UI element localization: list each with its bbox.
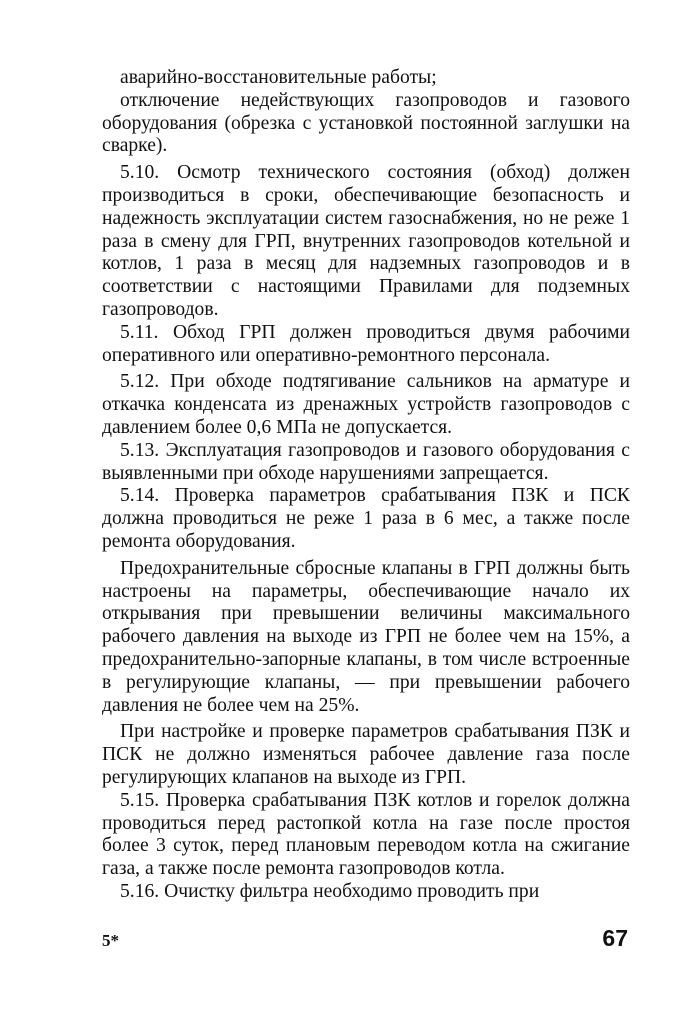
paragraph-5-15: 5.15. Проверка срабатывания ПЗК котлов и горелок должна проводиться перед растопкой котла на газе после простоя более 3 суток, перед плановым переводом котла на сжигание газа, а также после ремонта газопроводов котла. — [102, 789, 630, 880]
printer-signature-mark: 5* — [102, 931, 119, 950]
paragraph-disconnection: отключение недействующих газопроводов и газового оборудования (обрезка с установкой постоянной заглушки на сварке). — [102, 89, 630, 157]
paragraph-relief-valves: Предохранительные сбросные клапаны в ГРП должны быть настроены на параметры, обеспечивающие начало их открывания при превышении величины максимального рабочего давления на выходе из ГРП не более чем на 15%, а предохранительно-запорные клапаны, в том числе встроенные в регулирующие клапаны, — при превышении рабочего давления не более чем на 25%. — [102, 557, 630, 716]
paragraph-5-12: 5.12. При обходе подтягивание сальников на арматуре и откачка конденсата из дренажных устройств газопроводов с давлением более 0,6 МПа не допускается. — [102, 371, 630, 438]
paragraph-adjustment: При настройке и проверке параметров срабатывания ПЗК и ПСК не должно изменяться рабочее давление газа после регулирующих клапанов на выходе из ГРП. — [102, 721, 630, 788]
paragraph-5-14: 5.14. Проверка параметров срабатывания ПЗК и ПСК должна проводиться не реже 1 раза в 6 мес, а также после ремонта оборудования. — [102, 485, 630, 552]
paragraph-5-13: 5.13. Эксплуатация газопроводов и газового оборудования с выявленными при обходе нарушениями запрещается. — [102, 439, 630, 484]
paragraph-5-10: 5.10. Осмотр технического состояния (обход) должен производиться в сроки, обеспечивающие безопасность и надежность эксплуатации систем газоснабжения, но не реже 1 раза в смену для ГРП, внутренних газопроводов котельной и котлов, 1 раза в месяц для надземных газопроводов и в соответствии с настоящими Правилами для подземных газопроводов. — [102, 162, 630, 320]
paragraph-5-11: 5.11. Обход ГРП должен проводиться двумя рабочими оперативного или оперативно-ремонтного персонала. — [102, 321, 630, 366]
paragraph-5-16: 5.16. Очистку фильтра необходимо проводить при — [120, 880, 540, 902]
page-number: 67 — [602, 925, 628, 951]
page-body — [102, 67, 630, 904]
paragraph-emergency-works: аварийно-восстановительные работы; — [120, 67, 437, 88]
